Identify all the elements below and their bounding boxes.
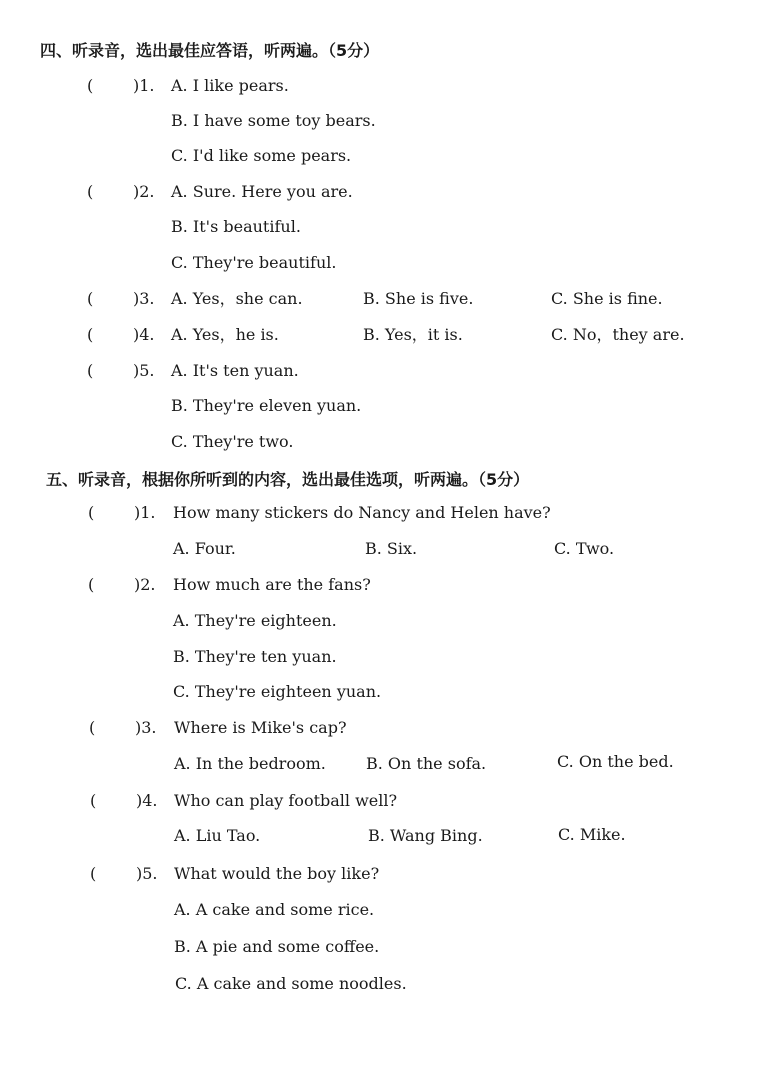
answer-blank-open: (: [87, 325, 94, 344]
question-number: )4.: [136, 791, 158, 810]
question-number: )4.: [133, 325, 155, 344]
answer-blank-open: (: [90, 791, 97, 810]
section-5-title: 五、听录音，根据你所听到的内容，选出最佳选项，听两遍。（5分）: [46, 470, 530, 489]
option-a: A. I like pears.: [171, 76, 289, 95]
option-a: A. They're eighteen.: [173, 611, 337, 630]
option-a: A. Yes，he is.: [171, 325, 279, 344]
option-c: C. Two.: [554, 539, 615, 558]
answer-blank-open: (: [89, 718, 96, 737]
option-b: B. Wang Bing.: [368, 826, 483, 845]
question-text: Who can play football well?: [174, 791, 398, 810]
option-c: C. No，they are.: [551, 325, 685, 344]
option-c: C. I'd like some pears.: [171, 146, 352, 165]
answer-blank-open: (: [88, 575, 95, 594]
question-number: )5.: [133, 361, 155, 380]
question-text: How many stickers do Nancy and Helen have?: [173, 503, 551, 522]
question-number: )2.: [134, 575, 156, 594]
option-a: A. Four.: [173, 539, 236, 558]
question-text: What would the boy like?: [174, 864, 380, 883]
question-text: How much are the fans?: [173, 575, 371, 594]
option-a: A. Liu Tao.: [174, 826, 261, 845]
answer-blank-open: (: [88, 503, 95, 522]
answer-blank-open: (: [87, 361, 94, 380]
option-a: A. A cake and some rice.: [174, 900, 375, 919]
question-number: )2.: [133, 182, 155, 201]
option-b: B. On the sofa.: [366, 754, 487, 773]
option-c: C. A cake and some noodles.: [175, 974, 407, 993]
option-b: B. I have some toy bears.: [171, 111, 376, 130]
option-c: C. Mike.: [558, 825, 626, 844]
option-b: B. They're ten yuan.: [173, 647, 337, 666]
question-number: )5.: [136, 864, 158, 883]
option-c: C. They're two.: [171, 432, 294, 451]
section-4-title: 四、听录音，选出最佳应答语，听两遍。（5分）: [40, 41, 380, 60]
question-number: )3.: [133, 289, 155, 308]
question-number: )3.: [135, 718, 157, 737]
option-b: B. Six.: [365, 539, 418, 558]
option-b: B. She is five.: [363, 289, 474, 308]
answer-blank-open: (: [90, 864, 97, 883]
option-a: A. It's ten yuan.: [171, 361, 299, 380]
answer-blank-open: (: [87, 289, 94, 308]
answer-blank-open: (: [87, 76, 94, 95]
option-c: C. On the bed.: [557, 752, 674, 771]
option-a: A. Sure. Here you are.: [171, 182, 353, 201]
question-number: )1.: [134, 503, 156, 522]
option-a: A. Yes，she can.: [171, 289, 303, 308]
option-b: B. It's beautiful.: [171, 217, 301, 236]
question-number: )1.: [133, 76, 155, 95]
option-b: B. They're eleven yuan.: [171, 396, 362, 415]
option-c: C. She is fine.: [551, 289, 663, 308]
option-b: B. Yes，it is.: [363, 325, 463, 344]
question-text: Where is Mike's cap?: [174, 718, 347, 737]
answer-blank-open: (: [87, 182, 94, 201]
option-c: C. They're eighteen yuan.: [173, 682, 382, 701]
option-c: C. They're beautiful.: [171, 253, 337, 272]
option-b: B. A pie and some coffee.: [174, 937, 380, 956]
option-a: A. In the bedroom.: [174, 754, 326, 773]
